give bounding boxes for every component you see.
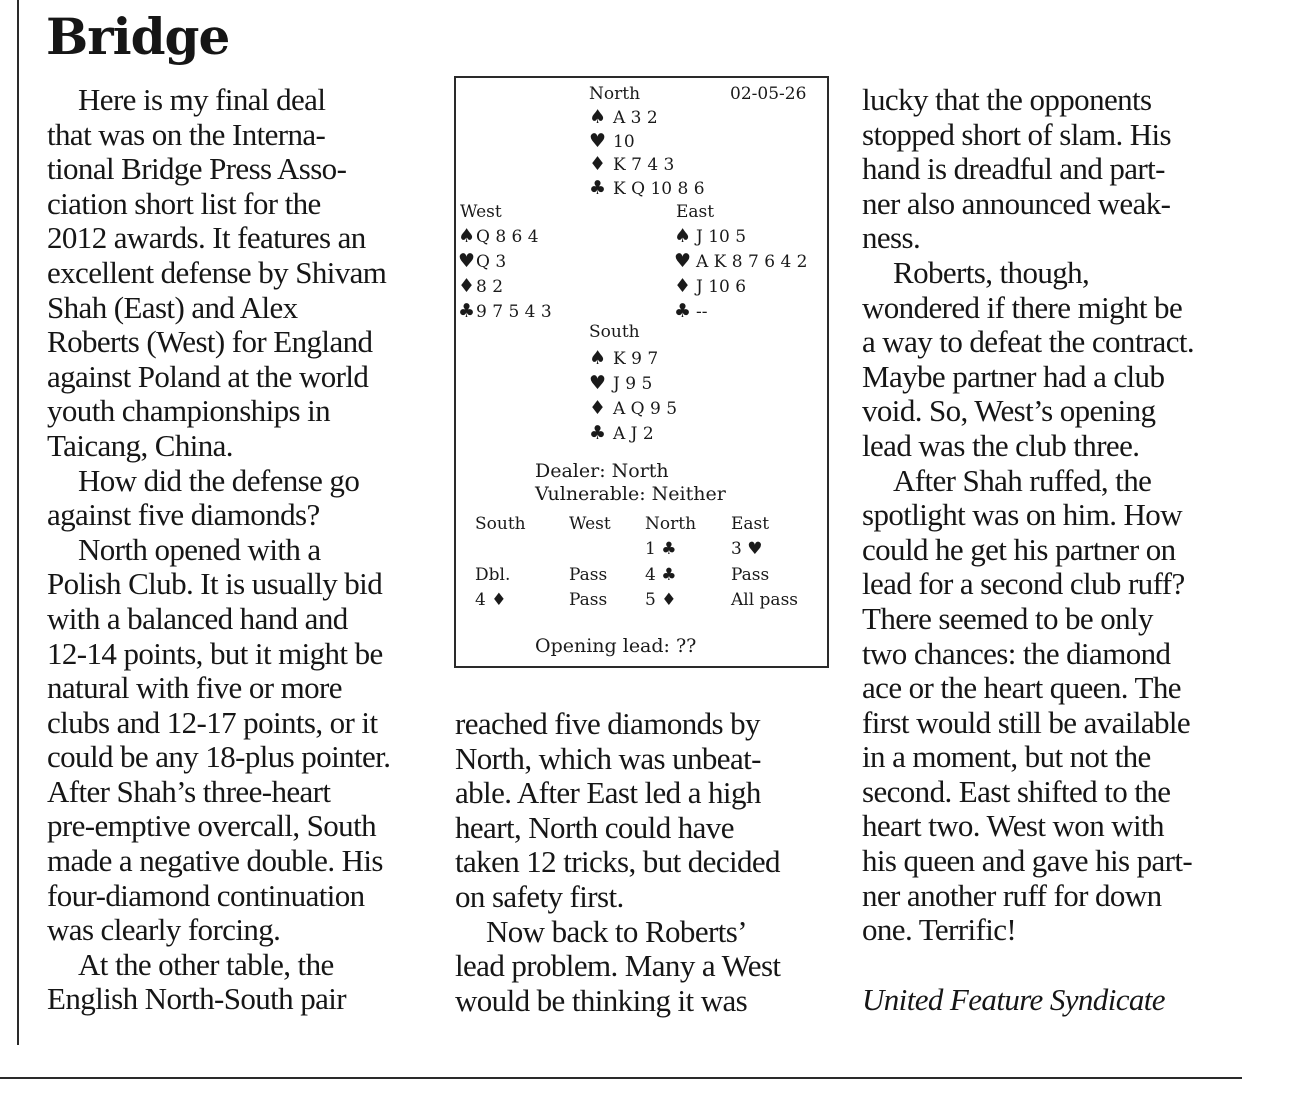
auction-bid: Pass	[569, 590, 608, 610]
text-line: ness.	[862, 220, 921, 256]
auction-header-west: West	[569, 514, 611, 534]
north-hearts: ♥ 10	[589, 130, 635, 152]
diagram-date: 02-05-26	[730, 84, 807, 104]
south-label: South	[589, 322, 640, 342]
text-line: Roberts (West) for England	[47, 324, 373, 360]
text-line: his queen and gave his part-	[862, 843, 1193, 879]
text-line: was clearly forcing.	[47, 912, 281, 948]
auction-header-south: South	[475, 514, 526, 534]
text-line: made a negative double. His	[47, 843, 383, 879]
west-spades: ♠Q 8 6 4	[458, 225, 539, 247]
auction-bid: 3 ♥	[731, 539, 763, 559]
text-line: There seemed to be only	[862, 600, 1153, 636]
east-spades: ♠ J 10 5	[674, 225, 747, 247]
west-clubs: ♣9 7 5 4 3	[458, 300, 552, 322]
opening-lead: Opening lead: ??	[535, 635, 697, 657]
heart-icon: ♥	[458, 250, 476, 272]
auction-bid: 4 ♣	[645, 565, 677, 585]
text-line: Here is my final deal	[78, 82, 326, 117]
text-line: heart two. West won with	[862, 808, 1164, 844]
east-label: East	[676, 202, 715, 222]
text-line: After Shah ruffed, the	[893, 462, 1152, 498]
south-clubs: ♣ A J 2	[589, 422, 654, 444]
spade-icon: ♠	[458, 225, 476, 247]
text-line: a way to defeat the contract.	[862, 324, 1195, 360]
heart-icon: ♥	[674, 250, 692, 272]
text-line: four-diamond continuation	[47, 877, 365, 913]
auction-header-north: North	[645, 514, 697, 534]
south-diamonds: ♦ A Q 9 5	[589, 397, 678, 419]
bridge-diagram	[454, 76, 829, 668]
vulnerable-text: Vulnerable: Neither	[535, 483, 726, 505]
left-rule	[17, 0, 19, 1045]
east-clubs: ♣ --	[674, 300, 708, 322]
text-line: lead problem. Many a West	[455, 948, 781, 984]
text-line: void. So, West’s opening	[862, 393, 1156, 429]
text-line: ace or the heart queen. The	[862, 670, 1181, 706]
text-line: against Poland at the world	[47, 358, 369, 394]
text-line: Taicang, China.	[47, 427, 233, 463]
text-line: 2012 awards. It features an	[47, 220, 366, 256]
east-hearts: ♥ A K 8 7 6 4 2	[674, 250, 808, 272]
auction-bid: Pass	[569, 565, 608, 585]
text-line: North opened with a	[78, 531, 321, 567]
text-line: first would still be available	[862, 704, 1191, 740]
text-line: English North-South pair	[47, 981, 347, 1017]
text-line: lead was the club three.	[862, 427, 1140, 463]
text-column-2	[455, 707, 780, 1018]
east-diamonds: ♦ J 10 6	[674, 275, 747, 297]
north-diamonds: ♦ K 7 4 3	[589, 153, 675, 175]
text-line: could be any 18-plus pointer.	[47, 739, 391, 775]
west-label: West	[460, 202, 502, 222]
club-icon: ♣	[458, 300, 476, 322]
text-line: Now back to Roberts’	[486, 913, 747, 949]
text-line: How did the defense go	[78, 462, 360, 498]
auction-bid: 5 ♦	[645, 590, 677, 610]
dealer-text: Dealer: North	[535, 460, 669, 482]
text-column-1	[47, 83, 390, 1017]
auction-header-east: East	[731, 514, 770, 534]
text-line: second. East shifted to the	[862, 773, 1171, 809]
text-line: excellent defense by Shivam	[47, 254, 387, 290]
article-title: Bridge	[46, 7, 230, 66]
text-line: After Shah’s three-heart	[47, 773, 331, 809]
text-line: Roberts, though,	[893, 254, 1090, 290]
text-line: At the other table, the	[78, 946, 334, 982]
text-line: ner another ruff for down	[862, 877, 1162, 913]
auction-bid: Dbl.	[475, 565, 511, 585]
auction-bid: All pass	[731, 590, 799, 610]
heart-icon: ♥	[589, 130, 607, 152]
west-diamonds: ♦8 2	[458, 275, 504, 297]
text-line: able. After East led a high	[455, 775, 761, 811]
diamond-icon: ♦	[589, 153, 607, 175]
text-line: ner also announced weak-	[862, 185, 1171, 221]
text-line: Shah (East) and Alex	[47, 289, 298, 325]
text-line: Polish Club. It is usually bid	[47, 566, 383, 602]
text-line: North, which was unbeat-	[455, 740, 761, 776]
text-line: taken 12 tricks, but decided	[455, 844, 780, 880]
text-line: stopped short of slam. His	[862, 116, 1172, 152]
text-line: ciation short list for the	[47, 185, 321, 221]
text-line: clubs and 12-17 points, or it	[47, 704, 378, 740]
text-line: natural with five or more	[47, 670, 342, 706]
diamond-icon: ♦	[589, 397, 607, 419]
text-line: reached five diamonds by	[455, 706, 760, 741]
south-hearts: ♥ J 9 5	[589, 372, 653, 394]
diamond-icon: ♦	[674, 275, 692, 297]
bottom-rule	[0, 1077, 1242, 1079]
text-line: would be thinking it was	[455, 982, 748, 1018]
south-spades: ♠ K 9 7	[589, 347, 659, 369]
heart-icon: ♥	[589, 372, 607, 394]
text-line: lead for a second club ruff?	[862, 566, 1185, 602]
text-line: could he get his partner on	[862, 531, 1176, 567]
text-line: Maybe partner had a club	[862, 358, 1165, 394]
text-column-3	[862, 83, 1194, 1017]
text-line: 12-14 points, but it might be	[47, 635, 383, 671]
text-line: wondered if there might be	[862, 289, 1183, 325]
spade-icon: ♠	[589, 106, 607, 128]
syndicate-credit: United Feature Syndicate	[862, 981, 1165, 1017]
text-line: two chances: the diamond	[862, 635, 1171, 671]
text-line: on safety first.	[455, 878, 624, 914]
text-line: in a moment, but not the	[862, 739, 1151, 775]
north-spades: ♠ A 3 2	[589, 106, 658, 128]
auction-bid: 4 ♦	[475, 590, 507, 610]
auction-bid: 1 ♣	[645, 539, 677, 559]
spade-icon: ♠	[589, 347, 607, 369]
text-line: pre-emptive overcall, South	[47, 808, 376, 844]
text-line: heart, North could have	[455, 809, 734, 845]
club-icon: ♣	[674, 300, 692, 322]
text-line: that was on the Interna-	[47, 116, 326, 152]
text-line: with a balanced hand and	[47, 600, 348, 636]
north-label: North	[589, 84, 641, 104]
text-line: tional Bridge Press Asso-	[47, 151, 347, 187]
text-line: spotlight was on him. How	[862, 497, 1182, 533]
diamond-icon: ♦	[458, 275, 476, 297]
club-icon: ♣	[589, 177, 607, 199]
spade-icon: ♠	[674, 225, 692, 247]
west-hearts: ♥Q 3	[458, 250, 507, 272]
text-line: against five diamonds?	[47, 497, 320, 533]
text-line: youth championships in	[47, 393, 331, 429]
north-clubs: ♣ K Q 10 8 6	[589, 177, 705, 199]
text-line: lucky that the opponents	[862, 82, 1152, 117]
auction-bid: Pass	[731, 565, 770, 585]
text-line: hand is dreadful and part-	[862, 151, 1165, 187]
club-icon: ♣	[589, 422, 607, 444]
text-line: one. Terrific!	[862, 912, 1017, 948]
